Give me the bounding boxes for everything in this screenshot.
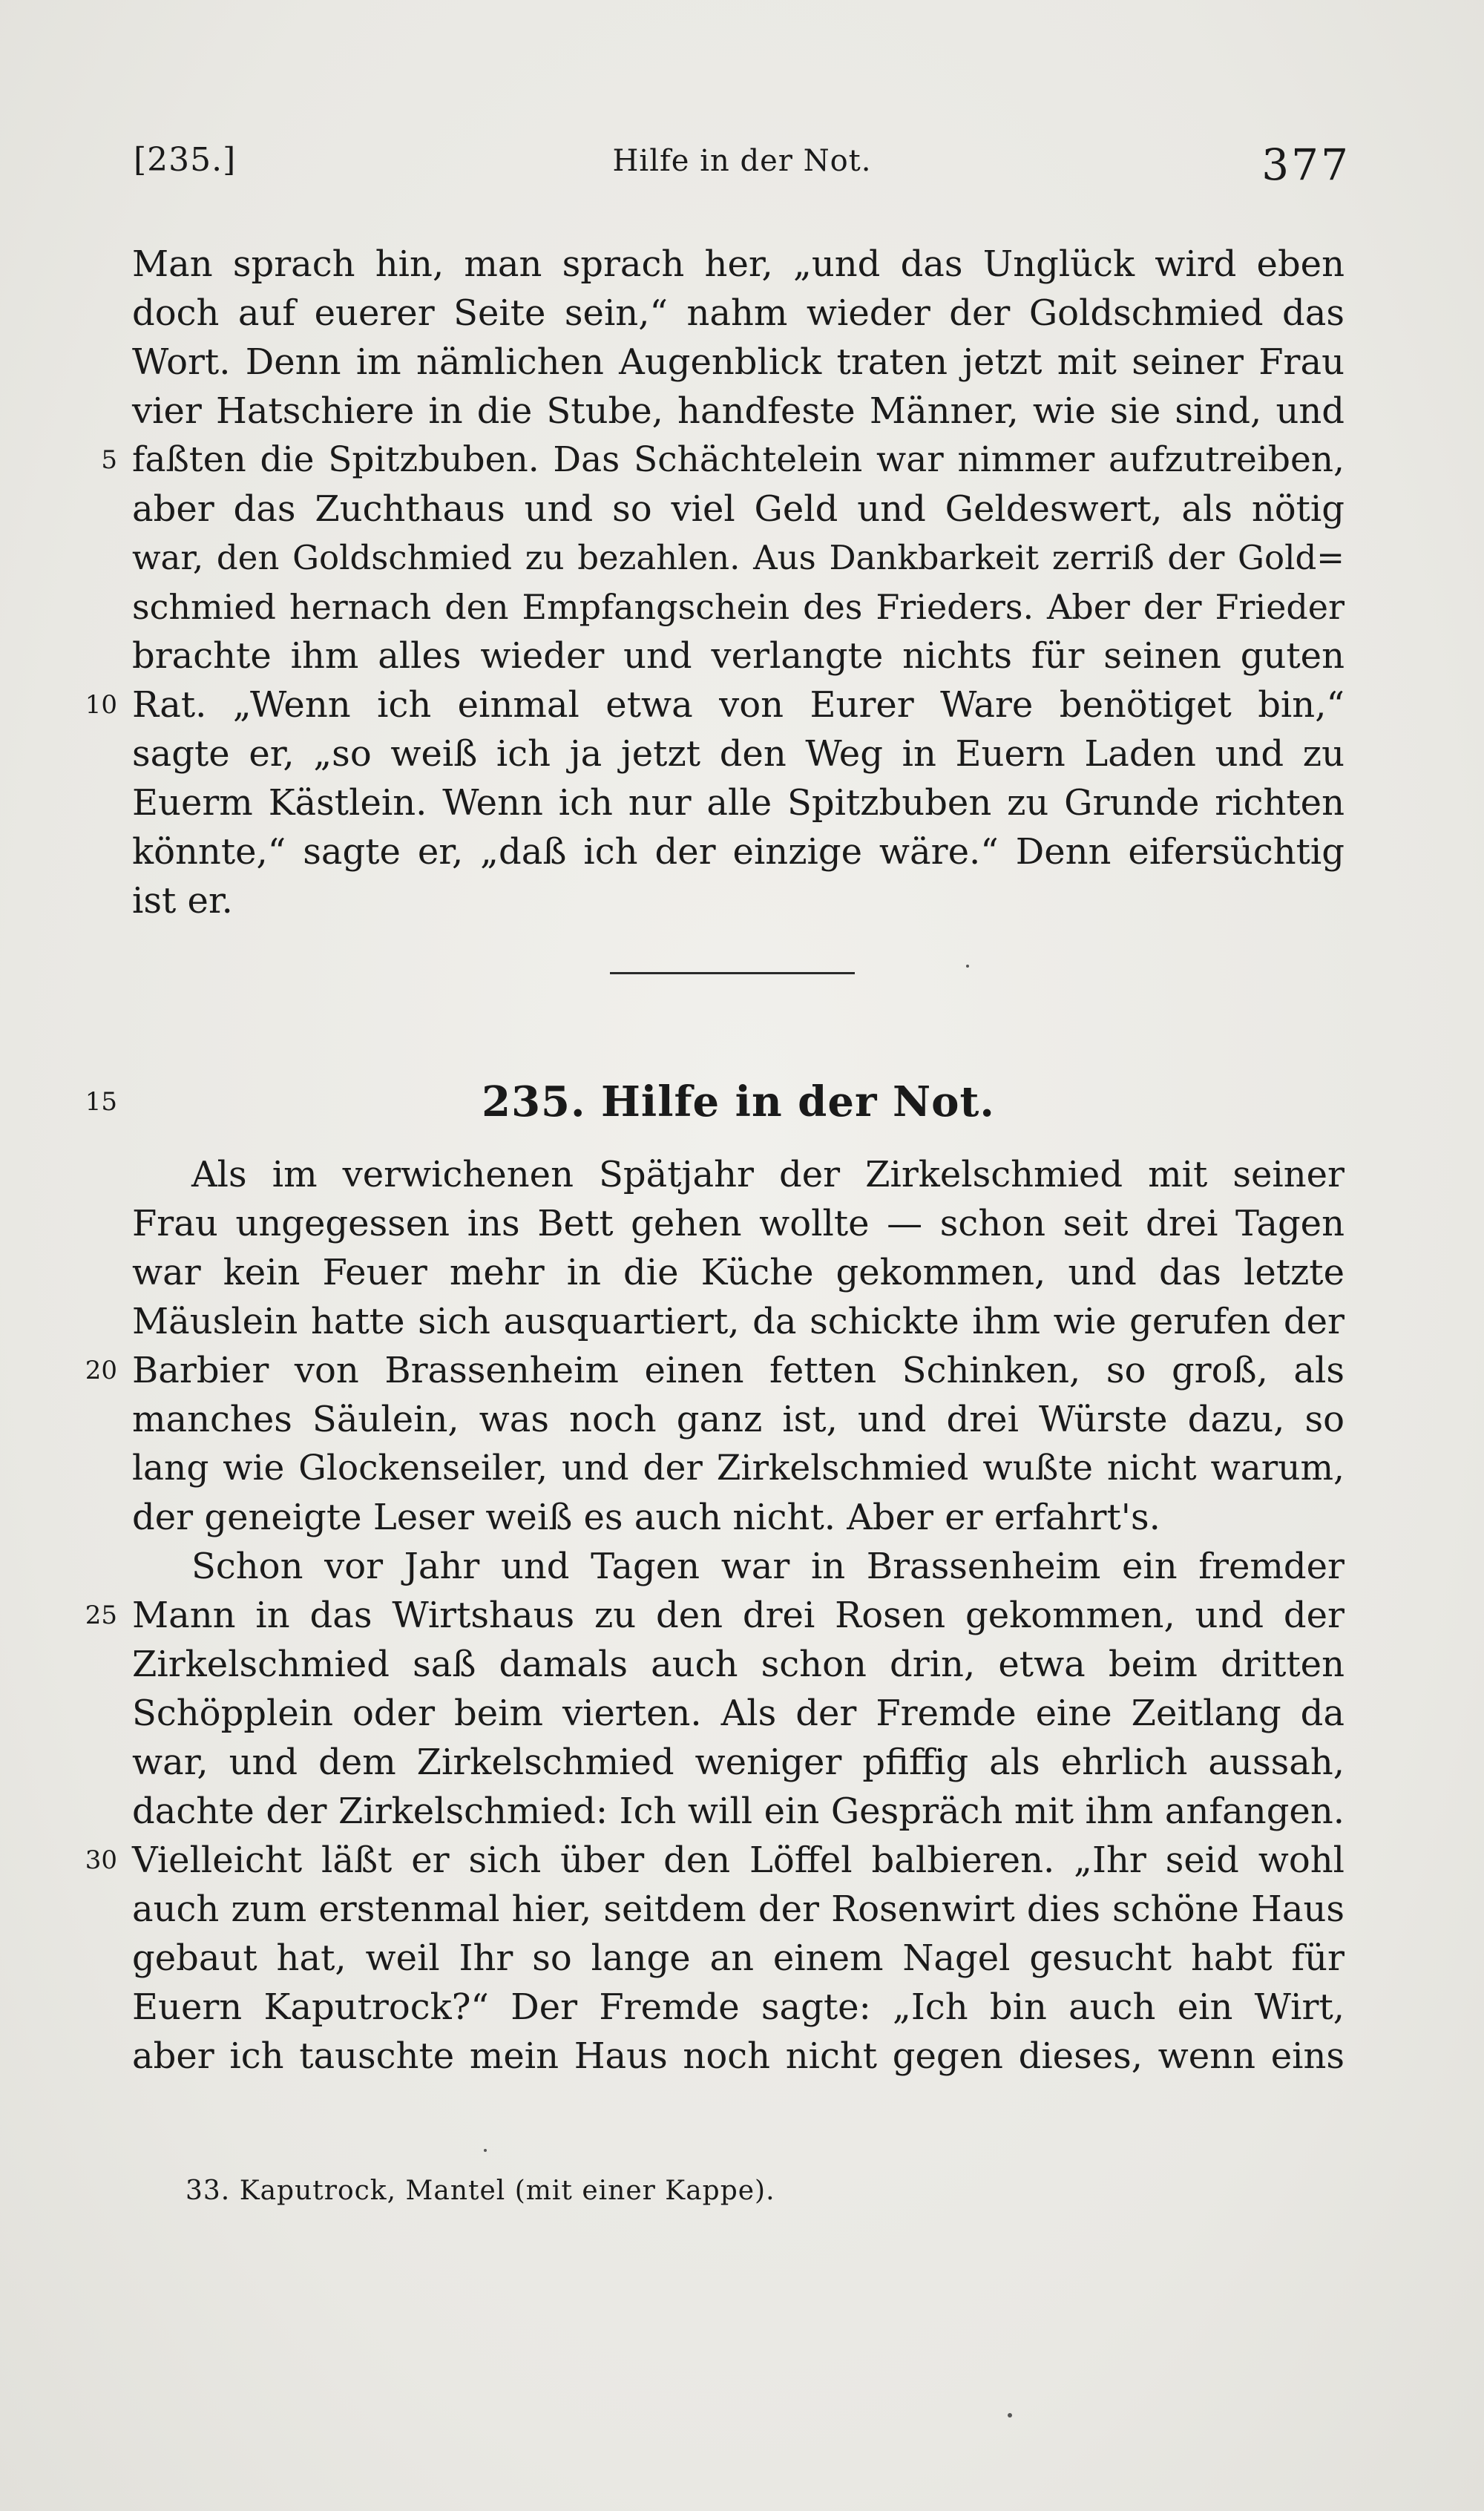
text-line: Euern Kaputrock?“ Der Fremde sagte: „Ich bin auch ein Wirt, — [132, 1986, 1345, 2028]
text-line: Man sprach hin, man sprach her, „und das Unglück wird eben — [132, 243, 1345, 285]
running-header — [134, 141, 1350, 200]
text-line: Vielleicht läßt er sich über den Löffel balbieren. „Ihr seid wohl — [132, 1839, 1345, 1881]
text-line: gebaut hat, weil Ihr so lange an einem Nagel gesucht habt für — [132, 1937, 1345, 1979]
print-speck — [1008, 2413, 1012, 2418]
page-number: 377 — [1261, 140, 1350, 190]
text-line: war kein Feuer mehr in die Küche gekommen, und das letzte — [132, 1252, 1345, 1293]
text-line: Zirkelschmied saß damals auch schon drin, etwa beim dritten — [132, 1644, 1345, 1685]
text-line: Euerm Kästlein. Wenn ich nur alle Spitzbuben zu Grunde richten — [132, 782, 1345, 824]
text-line: brachte ihm alles wieder und verlangte nichts für seinen guten — [132, 635, 1345, 677]
line-number: 15 — [85, 1087, 117, 1117]
text-line: war, den Goldschmied zu bezahlen. Aus Dankbarkeit zerriß der Gold= — [132, 538, 1345, 577]
line-number: 30 — [85, 1845, 117, 1875]
section-reference: [235.] — [134, 141, 237, 179]
text-line: Schöpplein oder beim vierten. Als der Fremde eine Zeitlang da — [132, 1693, 1345, 1734]
text-line: manches Säulein, was noch ganz ist, und drei Würste dazu, so — [132, 1399, 1345, 1440]
text-line: schmied hernach den Empfangschein des Frieders. Aber der Frieder — [132, 587, 1345, 627]
text-line: vier Hatschiere in die Stube, handfeste Männer, wie sie sind, und — [132, 390, 1345, 432]
text-line: könnte,“ sagte er, „daß ich der einzige wäre.“ Denn eifersüchtig — [132, 831, 1345, 873]
section-heading: 235. Hilfe in der Not. — [482, 1077, 995, 1126]
text-line: sagte er, „so weiß ich ja jetzt den Weg in Euern Laden und zu — [132, 733, 1345, 775]
text-line: Mäuslein hatte sich ausquartiert, da schickte ihm wie gerufen der — [132, 1301, 1345, 1342]
text-line: ist er. — [132, 880, 233, 922]
text-line: Frau ungegessen ins Bett gehen wollte — schon seit drei Tagen — [132, 1203, 1345, 1244]
text-line: faßten die Spitzbuben. Das Schächtelein war nimmer aufzutreiben, — [132, 439, 1345, 480]
print-speck — [484, 2149, 487, 2152]
line-number: 25 — [85, 1601, 117, 1630]
text-line: Mann in das Wirtshaus zu den drei Rosen gekommen, und der — [132, 1595, 1345, 1636]
footnote: 33. Kaputrock, Mantel (mit einer Kappe). — [186, 2176, 775, 2206]
text-line: Schon vor Jahr und Tagen war in Brassenheim ein fremder — [191, 1546, 1345, 1587]
text-line: auch zum erstenmal hier, seitdem der Rosenwirt dies schöne Haus — [132, 1888, 1345, 1930]
text-line: Als im verwichenen Spätjahr der Zirkelschmied mit seiner — [191, 1154, 1345, 1195]
text-line: lang wie Glockenseiler, und der Zirkelschmied wußte nicht warum, — [132, 1448, 1345, 1488]
running-title: Hilfe in der Not. — [612, 144, 872, 178]
text-line: dachte der Zirkelschmied: Ich will ein Gespräch mit ihm anfangen. — [132, 1790, 1345, 1832]
section-divider — [610, 972, 855, 974]
text-line: aber das Zuchthaus und so viel Geld und Geldeswert, als nötig — [132, 488, 1345, 530]
text-line: doch auf euerer Seite sein,“ nahm wieder der Goldschmied das — [132, 292, 1345, 334]
text-line: der geneigte Leser weiß es auch nicht. Aber er erfahrt's. — [132, 1497, 1160, 1538]
print-speck — [966, 965, 969, 968]
text-line: war, und dem Zirkelschmied weniger pfiffig als ehrlich aussah, — [132, 1742, 1345, 1783]
text-line: aber ich tauschte mein Haus noch nicht gegen dieses, wenn eins — [132, 2035, 1345, 2077]
line-number: 20 — [85, 1356, 117, 1385]
text-line: Barbier von Brassenheim einen fetten Schinken, so groß, als — [132, 1350, 1345, 1391]
text-line: Rat. „Wenn ich einmal etwa von Eurer Ware benötiget bin,“ — [132, 684, 1345, 726]
line-number: 5 — [101, 445, 117, 475]
line-number: 10 — [85, 690, 117, 720]
text-line: Wort. Denn im nämlichen Augenblick traten jetzt mit seiner Frau — [132, 341, 1345, 383]
